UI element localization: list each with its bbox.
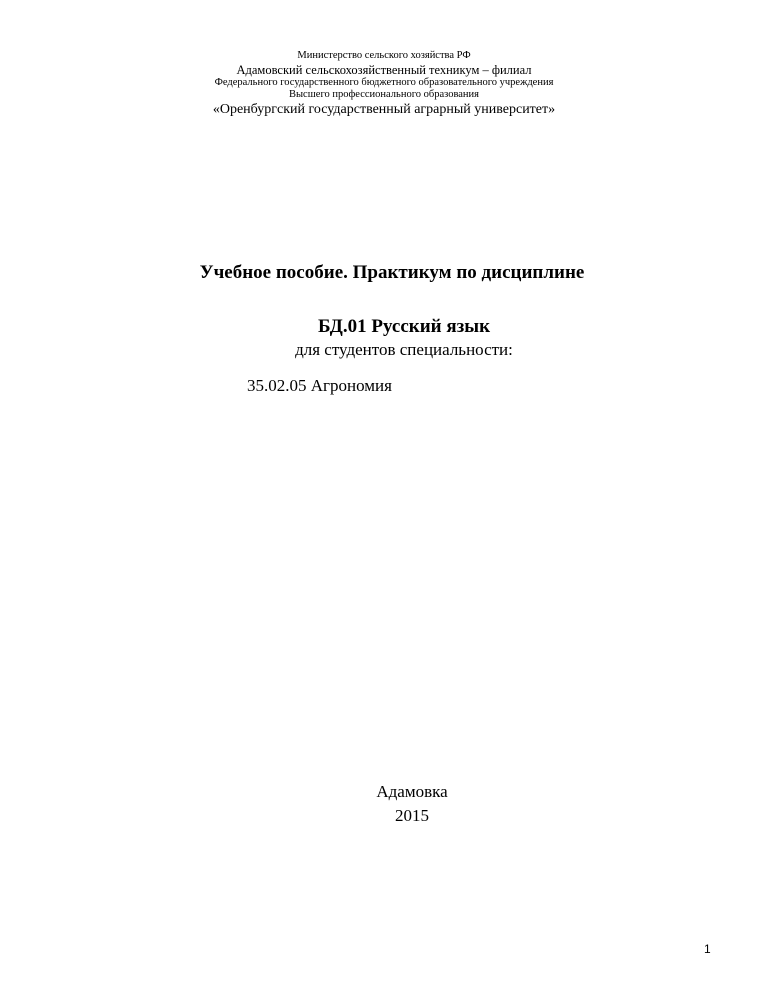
audience-line: для студентов специальности:: [295, 340, 513, 359]
ministry-line: Министерство сельского хозяйства РФ: [297, 50, 471, 61]
page-number: 1: [704, 942, 711, 956]
specialty-code: 35.02.05 Агрономия: [247, 376, 392, 395]
document-title: Учебное пособие. Практикум по дисциплине: [199, 262, 585, 283]
university-name: «Оренбургский государственный аграрный университет»: [212, 102, 556, 117]
city-name: Адамовка: [376, 782, 448, 801]
publication-year: 2015: [395, 806, 429, 825]
college-line: Адамовский сельскохозяйственный техникум – филиал: [236, 63, 532, 77]
subject-name: БД.01 Русский язык: [317, 316, 491, 337]
higher-education-line: Высшего профессионального образования: [289, 89, 479, 100]
federal-institution-line: Федерального государственного бюджетного образовательного учреждения: [214, 77, 554, 88]
